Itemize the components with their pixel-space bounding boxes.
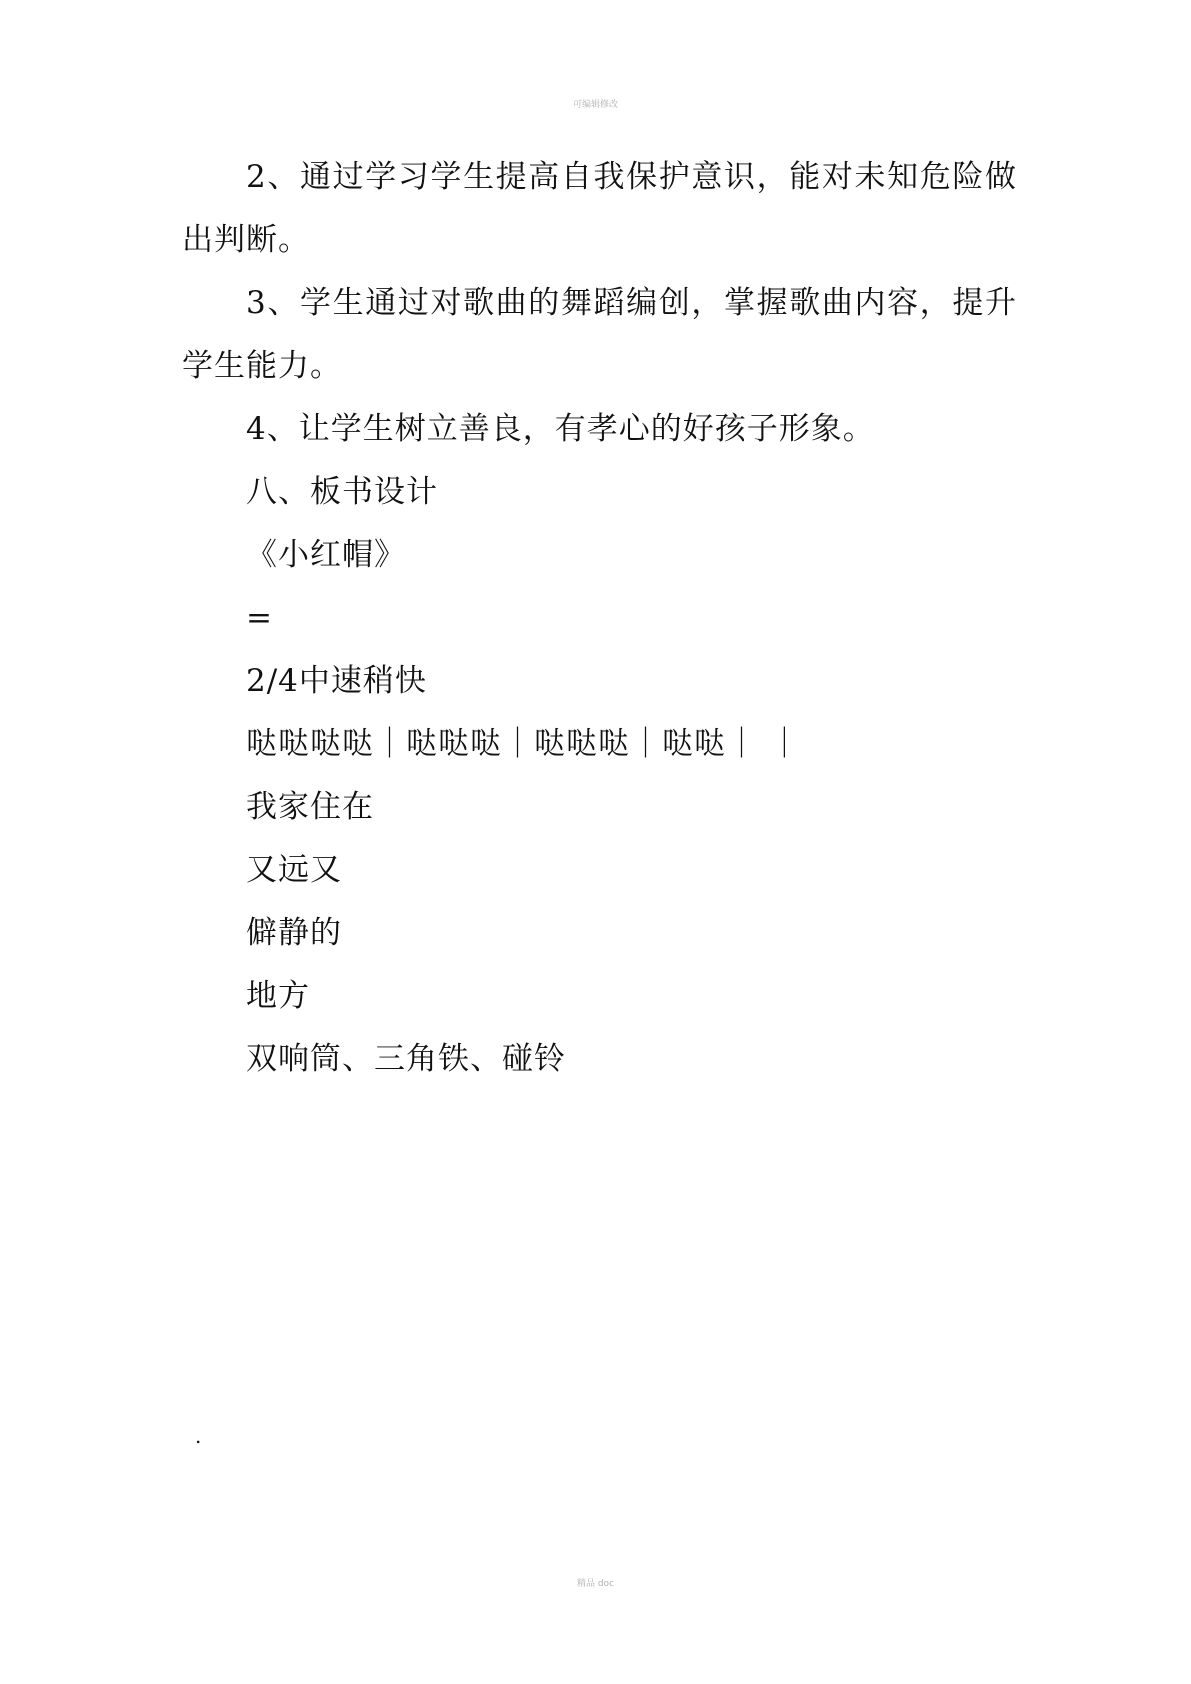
objective-3-paragraph: 3、学生通过对歌曲的舞蹈编创，掌握歌曲内容，提升学生能力。 [182, 285, 1017, 384]
footer-watermark: 精品 doc [576, 1579, 615, 1589]
lyric-line-3: 僻静的 [246, 915, 342, 951]
document-body [182, 146, 1017, 1091]
lyric-line-4: 地方 [246, 978, 310, 1014]
lyric-line-1: 我家住在 [246, 789, 374, 825]
section-heading-board-design: 八、板书设计 [246, 474, 438, 510]
song-title: 《小红帽》 [246, 537, 406, 573]
stray-dot: . [195, 1424, 202, 1448]
equals-line: = [246, 600, 273, 636]
rhythm-line: 哒哒哒哒｜哒哒哒｜哒哒哒｜哒哒｜ ｜ [246, 726, 801, 762]
tempo-line: 2/4中速稍快 [246, 663, 427, 699]
header-watermark: 可编辑修改 [572, 100, 618, 110]
instruments-line: 双响筒、三角铁、碰铃 [246, 1041, 566, 1077]
objective-2-paragraph: 2、通过学习学生提高自我保护意识，能对未知危险做出判断。 [182, 159, 1017, 258]
lyric-line-2: 又远又 [246, 852, 342, 888]
objective-4-line: 4、让学生树立善良，有孝心的好孩子形象。 [246, 411, 875, 447]
